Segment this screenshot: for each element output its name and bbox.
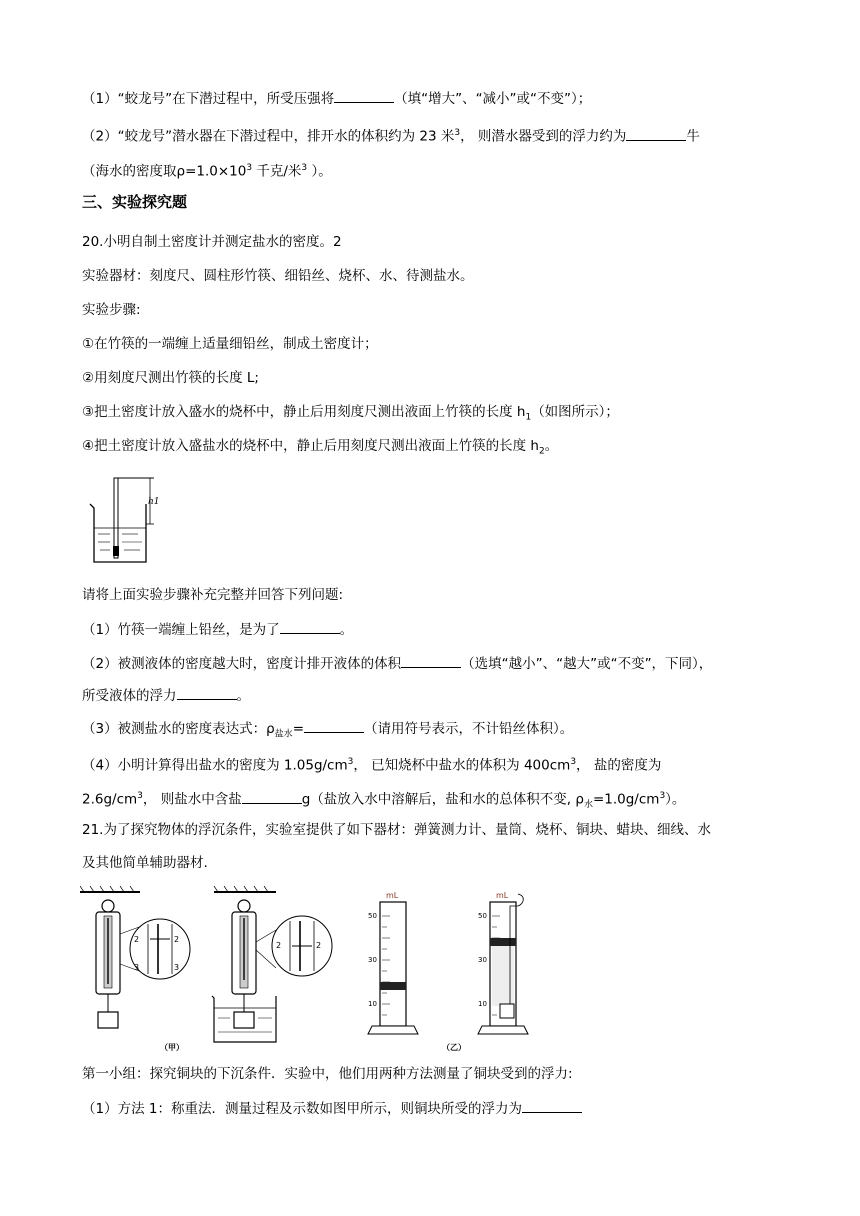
- scale-tick: 3: [134, 963, 140, 972]
- section-heading: 三、实验探究题: [82, 193, 188, 211]
- scale-tick: 3: [174, 963, 180, 972]
- cylinder-tick: 50: [368, 912, 377, 920]
- q20-prompt: 请将上面实验步骤补充完整并回答下列问题:: [82, 587, 344, 603]
- q21-title-cont: 及其他简单辅助器材.: [82, 855, 208, 871]
- h1-label: h1: [148, 497, 160, 507]
- answer-blank[interactable]: [177, 685, 237, 700]
- q20-step1: ①在竹筷的一端缠上适量细铅丝，制成土密度计；: [82, 336, 378, 352]
- cylinder-unit: mL: [496, 891, 509, 900]
- cylinder-tick: 30: [368, 956, 377, 964]
- answer-blank[interactable]: [334, 88, 394, 103]
- cylinder-tick: 50: [478, 912, 487, 920]
- q20-steps-label: 实验步骤:: [82, 302, 141, 318]
- cylinder-tick: 10: [478, 1000, 487, 1008]
- spring-scale-air: [80, 886, 190, 1028]
- cylinder-unit: mL: [386, 891, 399, 900]
- scale-tick: 2: [174, 935, 180, 944]
- q20-step2: ②用刻度尺测出竹筷的长度 L;: [82, 370, 259, 386]
- scale-tick: 2: [134, 935, 140, 944]
- answer-blank[interactable]: [626, 126, 686, 141]
- figure-label-jia: （甲）: [160, 1043, 184, 1052]
- q20-q1: （1）竹筷一端缠上铅丝，是为了 。: [82, 619, 800, 640]
- scale-tick: 2: [276, 941, 282, 950]
- q20-q2: （2）被测液体的密度越大时，密度计排开液体的体积 （选填“越小”、“越大”或“不变”，下同），: [82, 653, 800, 674]
- answer-blank[interactable]: [280, 619, 340, 634]
- q21-title: 21.为了探究物体的浮沉条件，实验室提供了如下器材：弹簧测力计、量筒、烧杯、铜块、蜡块、细线、水: [82, 822, 711, 838]
- answer-blank[interactable]: [401, 653, 461, 668]
- cylinder-tick: 30: [478, 956, 487, 964]
- densimeter-figure: [84, 470, 174, 570]
- q20-step3: ③把土密度计放入盛水的烧杯中，静止后用刻度尺测出液面上竹筷的长度 $h_1$（如图所示）；: [82, 404, 619, 423]
- q19-part3: （海水的密度取$\rho=1.0\times 10^3$ 千克/米$^3$ ）。: [82, 163, 332, 180]
- q20-q4-cont: $2.6g/cm^3$， 则盐水中含盐 g（盐放入水中溶解后，盐和水的总体积不变, $\rho_水=1.0g/cm^3$）。: [82, 786, 800, 815]
- graduated-cylinder-2: [478, 891, 528, 1034]
- answer-blank[interactable]: [242, 789, 302, 804]
- answer-blank[interactable]: [304, 718, 364, 733]
- spring-scale-figure: [80, 884, 550, 1054]
- q20-materials: 实验器材：刻度尺、圆柱形竹筷、细铅丝、烧杯、水、待测盐水。: [82, 268, 474, 284]
- q19-part1: （1）“蛟龙号”在下潜过程中，所受压强将 （填“增大”、“减小”或“不变”）；: [82, 88, 800, 109]
- answer-blank[interactable]: [522, 1098, 582, 1113]
- q21-method1: （1）方法 1：称重法．测量过程及示数如图甲所示，则铜块所受的浮力为: [82, 1098, 800, 1119]
- q20-step4: ④把土密度计放入盛盐水的烧杯中，静止后用刻度尺测出液面上竹筷的长度 $h_2$。: [82, 438, 559, 457]
- figure-label-yi: （乙）: [442, 1043, 466, 1052]
- spring-scale-water: [212, 886, 332, 1042]
- q20-q3: （3）被测盐水的密度表达式：$\rho_{盐水}=$ （请用符号表示，不计铅丝体积）。: [82, 718, 800, 745]
- cylinder-tick: 10: [368, 1000, 377, 1008]
- scale-tick: 2: [316, 941, 322, 950]
- q20-q2-cont: 所受液体的浮力 。: [82, 685, 800, 706]
- q21-group1: 第一小组：探究铜块的下沉条件．实验中，他们用两种方法测量了铜块受到的浮力:: [82, 1066, 573, 1082]
- q20-title: 20.小明自制土密度计并测定盐水的密度。2: [82, 234, 342, 250]
- graduated-cylinder-1: [368, 891, 418, 1034]
- q20-q4: （4）小明计算得出盐水的密度为 $1.05g/cm^3$， 已知烧杯中盐水的体积为 $400cm^3$， 盐的密度为: [82, 757, 662, 774]
- q19-part2: （2）“蛟龙号”潜水器在下潜过程中，排开水的体积约为 23 米$^3$， 则潜水器受到的浮力约为 牛: [82, 123, 800, 147]
